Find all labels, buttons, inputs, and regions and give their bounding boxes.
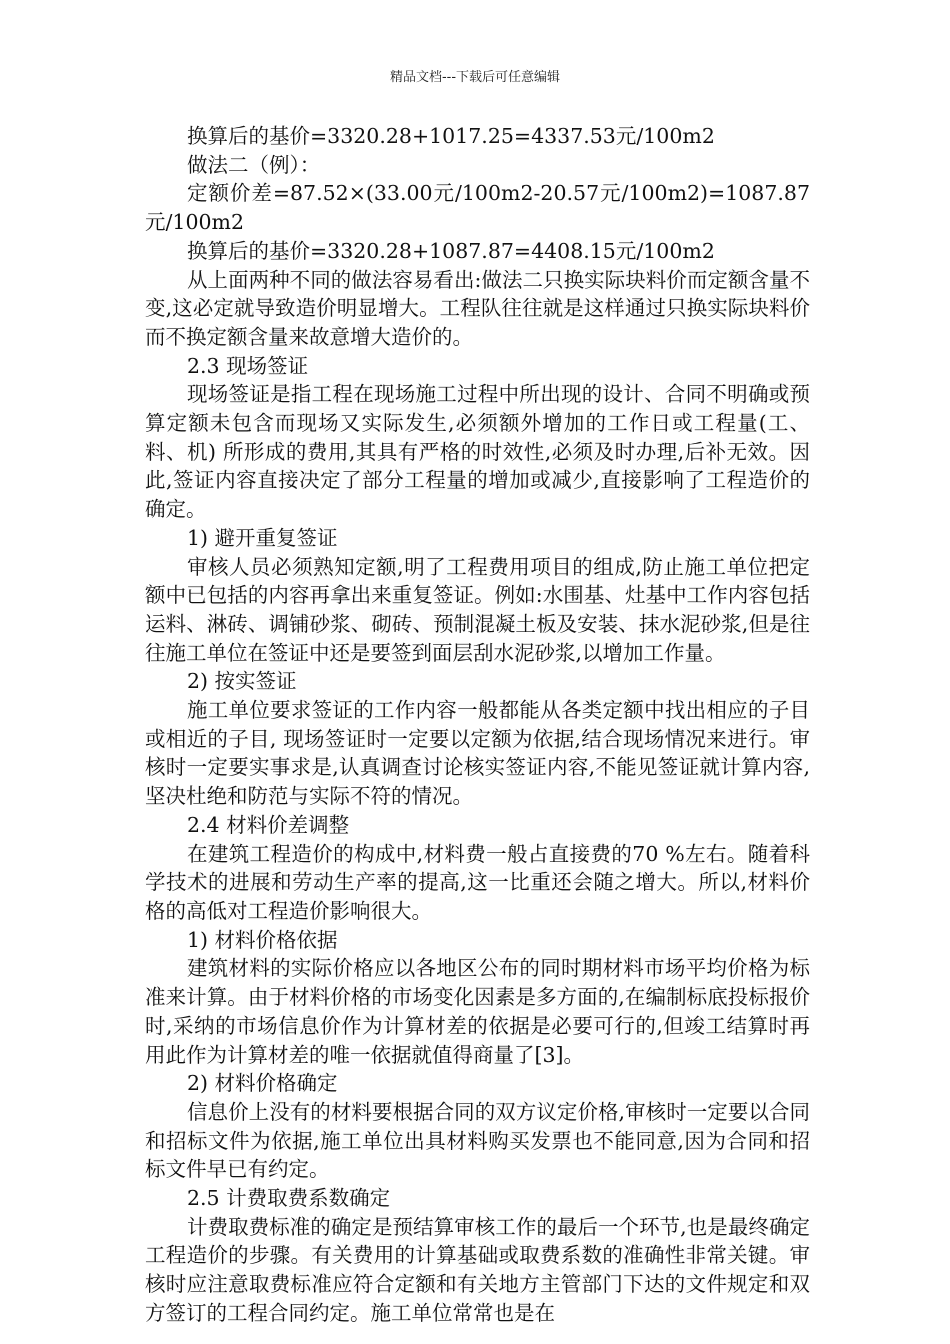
subsection-heading: 2) 按实签证: [187, 669, 297, 694]
paragraph: 审核人员必须熟知定额,明了工程费用项目的组成,防止施工单位把定额中已包括的内容再拿出来重复签证。例如:水围基、灶基中工作内容包括运料、淋砖、调铺砂浆、砌砖、预制混凝土板及安装、抹水泥砂浆,但是往往施工单位在签证中还是要签到面层刮水泥砂浆,以增加工作量。: [145, 554, 810, 665]
document-body: [145, 122, 810, 1328]
paragraph: 计费取费标准的确定是预结算审核工作的最后一个环节,也是最终确定工程造价的步骤。有关费用的计算基础或取费系数的准确性非常关键。审核时应注意取费标准应符合定额和有关地方主管部门下达的文件规定和双方签订的工程合同约定。施工单位常常也是在: [145, 1214, 810, 1325]
section-heading: 2.3 现场签证: [187, 353, 309, 378]
paragraph: 换算后的基价=3320.28+1087.87=4408.15元/100m2: [187, 238, 715, 263]
paragraph: 在建筑工程造价的构成中,材料费一般占直接费的70 %左右。随着科学技术的进展和劳动生产率的提高,这一比重还会随之增大。所以,材料价格的高低对工程造价影响很大。: [145, 841, 810, 923]
paragraph: 定额价差=87.52×(33.00元/100m2-20.57元/100m2)=1087.87元/100m2: [145, 181, 810, 235]
paragraph: 建筑材料的实际价格应以各地区公布的同时期材料市场平均价格为标准来计算。由于材料价格的市场变化因素是多方面的,在编制标底投标报价时,采纳的市场信息价作为计算材差的依据是必要可行的,但竣工结算时再用此作为计算材差的唯一依据就值得商量了[3]。: [145, 956, 810, 1067]
subsection-heading: 2) 材料价格确定: [187, 1071, 338, 1096]
section-heading: 2.5 计费取费系数确定: [187, 1186, 391, 1211]
paragraph: 现场签证是指工程在现场施工过程中所出现的设计、合同不明确或预算定额未包含而现场又实际发生,必须额外增加的工作日或工程量(工、料、机) 所形成的费用,其具有严格的时效性,必须及时办理,后补无效。因此,签证内容直接决定了部分工程量的增加或减少,直接影响了工程造价的确定。: [145, 382, 810, 522]
subsection-heading: 1) 避开重复签证: [187, 525, 338, 550]
section-heading: 2.4 材料价差调整: [187, 812, 350, 837]
paragraph: 做法二（例）：: [187, 152, 321, 177]
paragraph: 施工单位要求签证的工作内容一般都能从各类定额中找出相应的子目或相近的子目, 现场签证时一定要以定额为依据,结合现场情况来进行。审核时一定要实事求是,认真调查讨论核实签证内容,不能见签证就计算内容,坚决杜绝和防范与实际不符的情况。: [145, 698, 810, 809]
subsection-heading: 1) 材料价格依据: [187, 927, 338, 952]
paragraph: 从上面两种不同的做法容易看出:做法二只换实际块料价而定额含量不变,这必定就导致造价明显增大。工程队往往就是这样通过只换实际块料价而不换定额含量来故意增大造价的。: [145, 267, 810, 349]
paragraph: 信息价上没有的材料要根据合同的双方议定价格,审核时一定要以合同和招标文件为依据,施工单位出具材料购买发票也不能同意,因为合同和招标文件早已有约定。: [145, 1099, 810, 1182]
page-header: 精品文档---下载后可任意编辑: [389, 70, 561, 85]
paragraph: 换算后的基价=3320.28+1017.25=4337.53元/100m2: [187, 124, 715, 148]
